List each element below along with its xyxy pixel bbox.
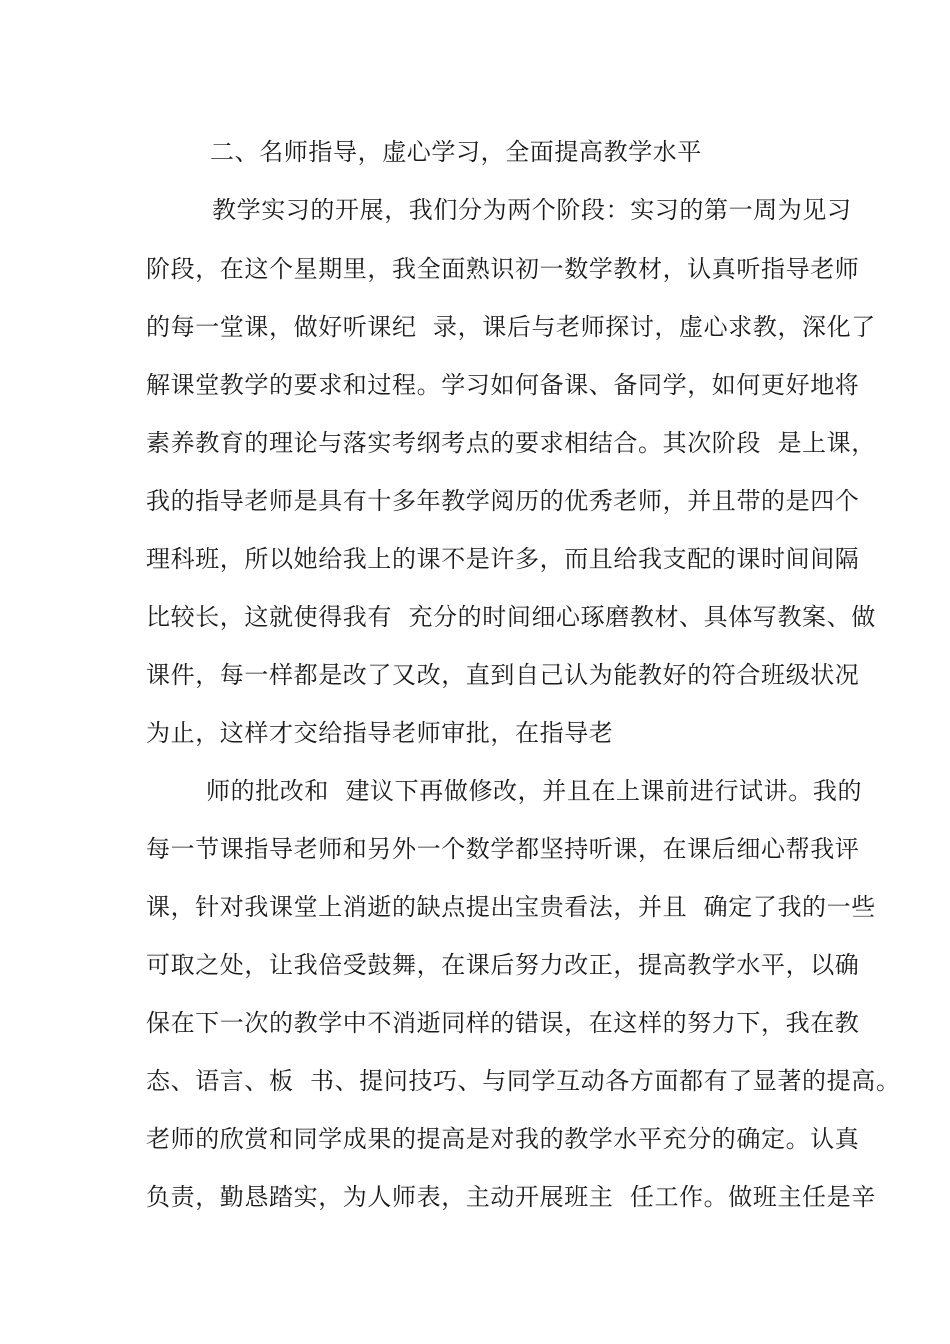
paragraph-line: 教学实习的开展，我们分为两个阶段：实习的第一周为见习 xyxy=(212,196,852,224)
paragraph-line: 素养教育的理论与落实考纲考点的要求相结合。其次阶段 是上课， xyxy=(146,429,876,457)
paragraph-line: 我的指导老师是具有十多年教学阅历的优秀老师，并且带的是四个 xyxy=(146,487,860,515)
paragraph-line: 为止，这样才交给指导老师审批，在指导老 xyxy=(146,719,614,747)
paragraph-line: 阶段，在这个星期里，我全面熟识初一数学教材，认真听指导老师 xyxy=(146,255,860,283)
paragraph-line: 老师的欣赏和同学成果的提高是对我的教学水平充分的确定。认真 xyxy=(146,1125,860,1153)
paragraph-line: 师的批改和 建议下再做修改，并且在上课前进行试讲。我的 xyxy=(206,777,863,805)
paragraph-line: 可取之处，让我倍受鼓舞，在课后努力改正，提高教学水平，以确 xyxy=(146,951,860,979)
paragraph-line: 的每一堂课，做好听课纪 录，课后与老师探讨，虚心求教，深化了 xyxy=(146,313,876,341)
paragraph-line: 解课堂教学的要求和过程。学习如何备课、备同学，如何更好地将 xyxy=(146,371,860,399)
paragraph-line: 课件，每一样都是改了又改，直到自己认为能教好的符合班级状况 xyxy=(146,661,860,689)
paragraph-line: 课，针对我课堂上消逝的缺点提出宝贵看法，并且 确定了我的一些 xyxy=(146,893,876,921)
paragraph-line: 理科班，所以她给我上的课不是许多，而且给我支配的课时间间隔 xyxy=(146,545,860,573)
paragraph-line: 每一节课指导老师和另外一个数学都坚持听课，在课后细心帮我评 xyxy=(146,835,860,863)
paragraph-line: 负责，勤恳踏实，为人师表，主动开展班主 任工作。做班主任是辛 xyxy=(146,1183,876,1211)
section-heading: 二、名师指导，虚心学习，全面提高教学水平 xyxy=(210,138,702,166)
paragraph-line: 比较长，这就使得我有 充分的时间细心琢磨教材、具体写教案、做 xyxy=(146,603,876,631)
paragraph-line: 态、语言、板 书、提问技巧、与同学互动各方面都有了显著的提高。 xyxy=(146,1067,901,1095)
paragraph-line: 保在下一次的教学中不消逝同样的错误，在这样的努力下，我在教 xyxy=(146,1009,860,1037)
